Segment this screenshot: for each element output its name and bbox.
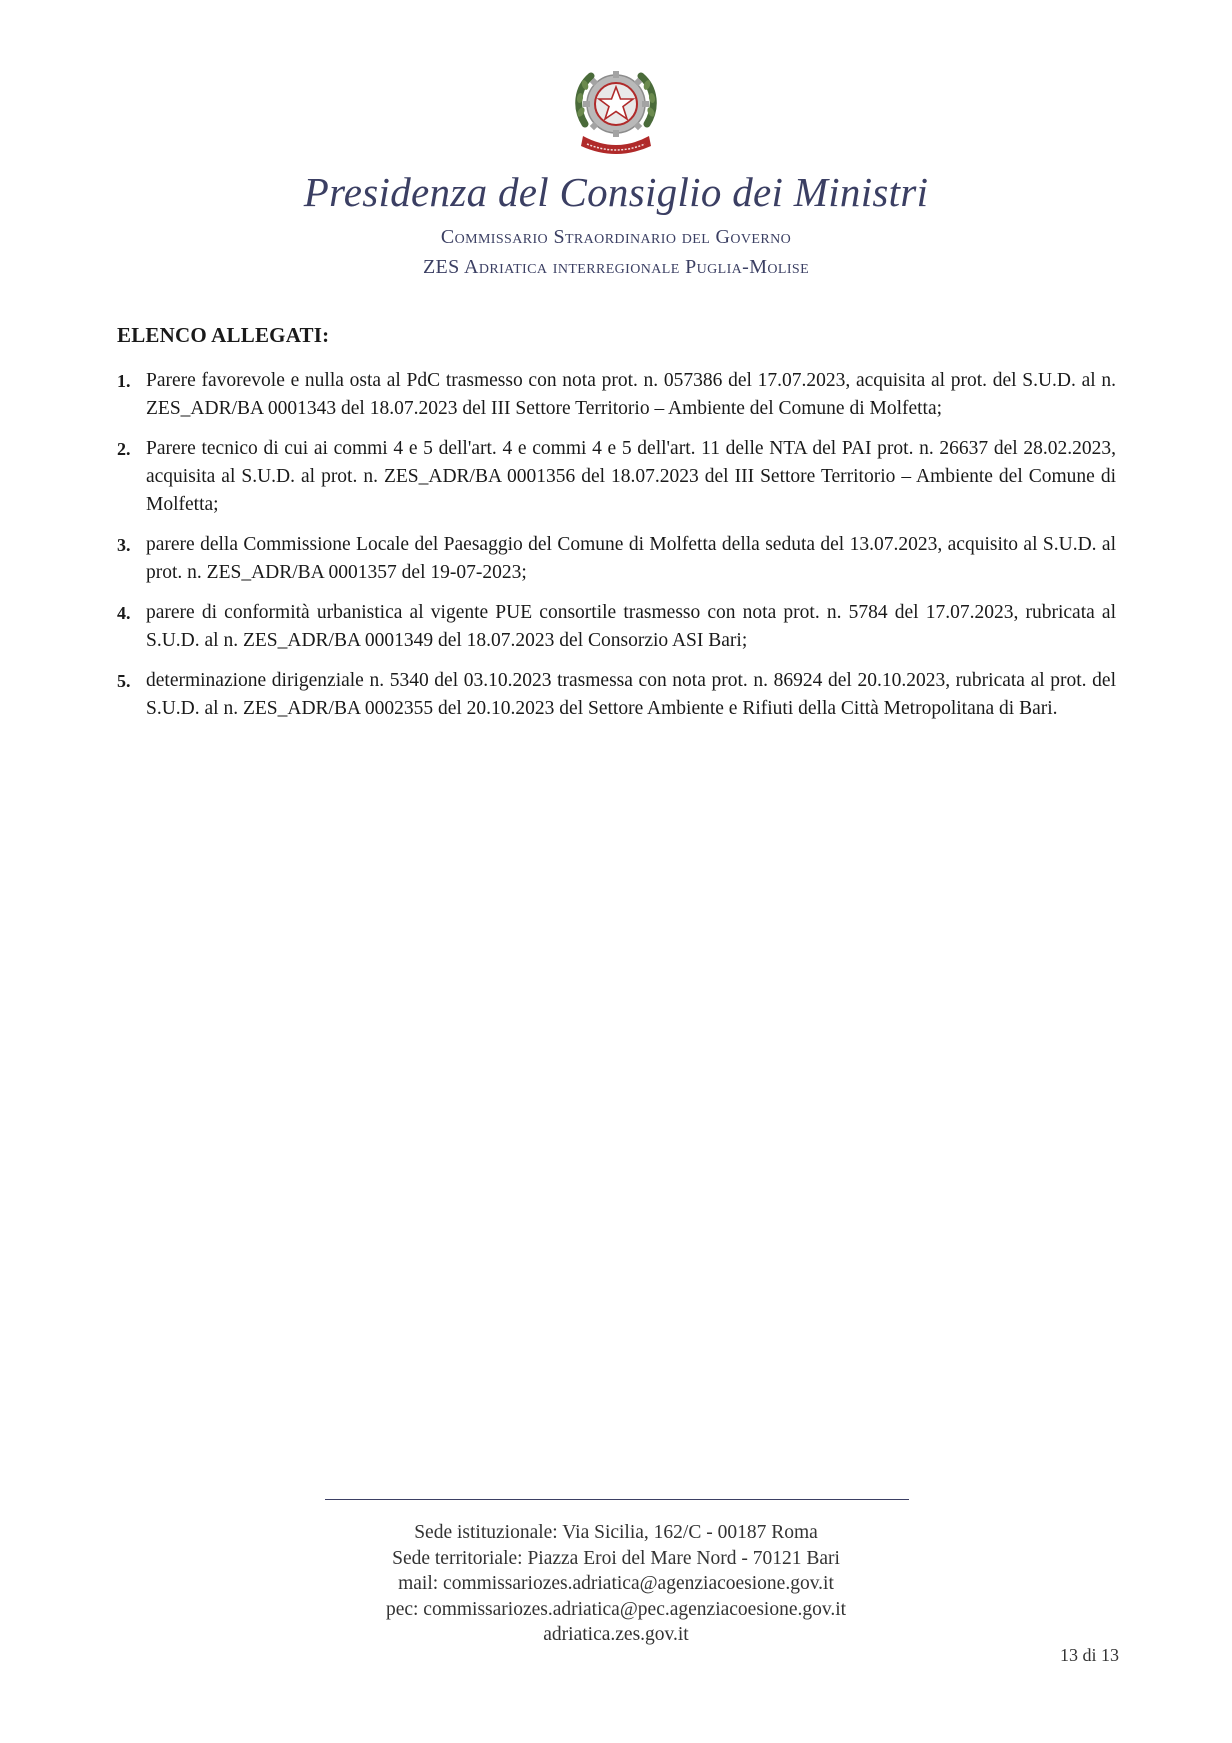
list-item-number: 4. xyxy=(117,603,131,623)
list-item-text: Parere tecnico di cui ai commi 4 e 5 dell'art. 4 e commi 4 e 5 dell'art. 11 delle NTA del PAI prot. n. 26637 del 28.02.2023, acquisita al S.U.D. al prot. n. ZES_ADR/BA 0001356 del 18.07.2023 del III Settore Territorio – Ambiente del Comune di Molfetta; xyxy=(146,438,1116,515)
footer-website: adriatica.zes.gov.it xyxy=(543,1624,689,1645)
header-subtitle-zes: ZES Adriatica interregionale Puglia-Molise xyxy=(422,256,810,278)
footer-address-istituzionale: Sede istituzionale: Via Sicilia, 162/C - 00187 Roma xyxy=(414,1522,818,1543)
list-item-text: parere di conformità urbanistica al vigente PUE consortile trasmesso con nota prot. n. 5784 del 17.07.2023, rubricata al S.U.D. al n. ZES_ADR/BA 0001349 del 18.07.2023 del Consorzio ASI Bari; xyxy=(146,602,1116,651)
footer-divider xyxy=(325,1499,909,1500)
list-item-text: determinazione dirigenziale n. 5340 del 03.10.2023 trasmessa con nota prot. n. 86924 del 20.10.2023, rubricata al prot. del S.U.D. al n. ZES_ADR/BA 0002355 del 20.10.2023 del Settore Ambiente e Rifiuti della Città Metropolitana di Bari. xyxy=(146,670,1116,719)
list-item xyxy=(117,367,1116,423)
footer-mail: mail: commissariozes.adriatica@agenziacoesione.gov.it xyxy=(398,1573,834,1594)
list-item xyxy=(117,667,1116,723)
list-item-number: 5. xyxy=(117,671,131,691)
header-subtitle-commissario: Commissario Straordinario del Governo xyxy=(440,226,792,248)
list-item xyxy=(117,531,1116,587)
list-item-text: Parere favorevole e nulla osta al PdC trasmesso con nota prot. n. 057386 del 17.07.2023, acquisita al prot. del S.U.D. al n. ZES_ADR/BA 0001343 del 18.07.2023 del III Settore Territorio – Ambiente del Comune di Molfetta; xyxy=(146,370,1116,419)
list-item-number: 2. xyxy=(117,439,131,459)
list-item xyxy=(117,599,1116,655)
list-item xyxy=(117,435,1116,519)
list-item-number: 1. xyxy=(117,371,131,391)
footer-address-territoriale: Sede territoriale: Piazza Eroi del Mare Nord - 70121 Bari xyxy=(392,1547,840,1569)
footer xyxy=(0,1520,1232,1648)
header-title: Presidenza del Consiglio dei Ministri xyxy=(303,169,929,215)
list-item-text: parere della Commissione Locale del Paesaggio del Comune di Molfetta della seduta del 13.07.2023, acquisito al S.U.D. al prot. n. ZES_ADR/BA 0001357 del 19-07-2023; xyxy=(146,534,1116,583)
page-number: 13 di 13 xyxy=(1060,1645,1120,1665)
attachments-list xyxy=(117,367,1116,735)
italian-republic-emblem-icon xyxy=(571,62,661,158)
footer-pec: pec: commissariozes.adriatica@pec.agenziacoesione.gov.it xyxy=(385,1598,847,1620)
section-title: ELENCO ALLEGATI: xyxy=(117,323,330,347)
list-item-number: 3. xyxy=(117,535,131,555)
